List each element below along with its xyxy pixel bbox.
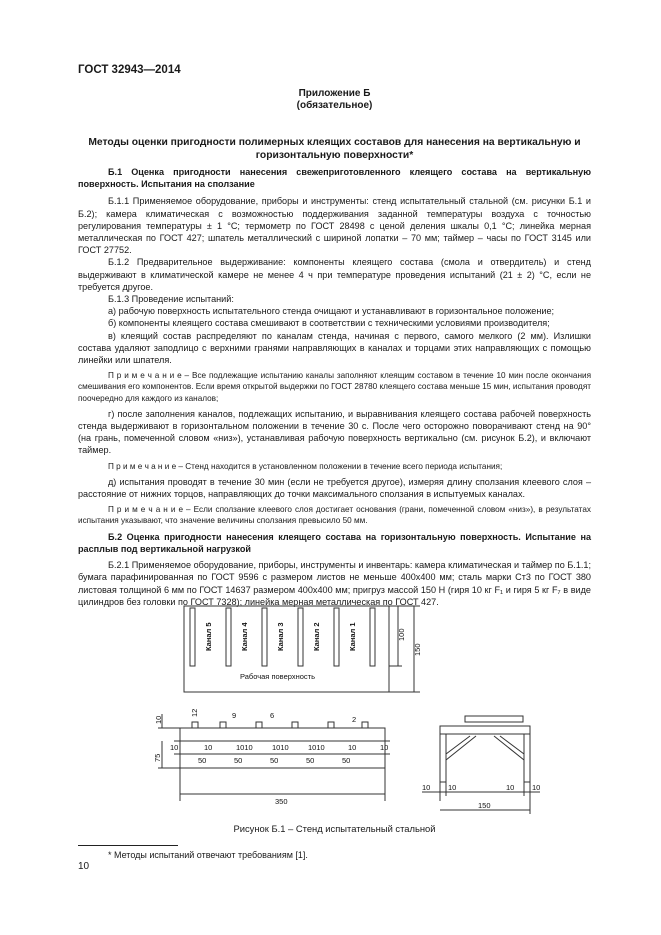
dim-top-2: 2 bbox=[352, 715, 357, 724]
dim-10-left: 10 bbox=[154, 715, 163, 724]
note-label: П р и м е ч а н и е bbox=[108, 461, 177, 471]
dim-1010-a: 1010 bbox=[236, 743, 253, 752]
b1-item-c: в) клеящий состав распределяют по каналам стенда, начиная с первого, самого мелкого (2 мм). Излишки состава удаляют заподлицо с верхними гранями направляющих в каналах и торцами этих направляющих с помощью линейки или шпателя. bbox=[78, 330, 591, 366]
b1-item-a: а) рабочую поверхность испытательного стенда очищают и устанавливают в горизонтальное положение; bbox=[108, 306, 555, 317]
dim-100: 100 bbox=[397, 628, 406, 641]
dim-1010-b: 1010 bbox=[272, 743, 289, 752]
dim-10-c: 10 bbox=[348, 743, 357, 752]
dim-350: 350 bbox=[275, 797, 288, 806]
standard-header: ГОСТ 32943—2014 bbox=[78, 64, 181, 76]
b1-item-b: б) компоненты клеящего состава смешивают в соответствии с техническими условиями производителя; bbox=[108, 318, 550, 329]
b1-item-d: д) испытания проводят в течение 30 мин (если не требуется другое), измеряя длину сползания клеевого слоя – расстояние от нижних торцов, направляющих до точки максимального сползания в испытуемых каналах. bbox=[78, 476, 591, 500]
side-dim-10-a: 10 bbox=[422, 783, 431, 792]
dim-50-c: 50 bbox=[270, 756, 279, 765]
channel-label-4: Канал 4 bbox=[240, 622, 249, 651]
dim-150-top: 150 bbox=[413, 643, 422, 656]
dim-top-12: 12 bbox=[190, 708, 199, 717]
dim-50-a: 50 bbox=[198, 756, 207, 765]
stand-side-view bbox=[422, 716, 540, 814]
side-dim-10-b: 10 bbox=[448, 783, 457, 792]
appendix-title: Приложение Б bbox=[298, 88, 371, 99]
note-1 bbox=[78, 370, 591, 404]
note-3 bbox=[78, 504, 591, 526]
note-label: П р и м е ч а н и е bbox=[108, 505, 184, 515]
b1-paragraph-3: Б.1.3 Проведение испытаний: bbox=[108, 294, 234, 305]
section-b1 bbox=[78, 166, 591, 608]
b2-heading: Б.2 Оценка пригодности нанесения клеящего состава на горизонтальную поверхность. Испытание на расплыв под вертикальной нагрузкой bbox=[78, 531, 591, 554]
b1-heading: Б.1 Оценка пригодности нанесения свежеприготовленного клеящего состава на вертикальную поверхность. Испытания на сползание bbox=[78, 167, 591, 190]
channel-label-3: Канал 3 bbox=[276, 622, 285, 651]
side-dim-10-d: 10 bbox=[532, 783, 541, 792]
dim-1010-c: 1010 bbox=[308, 743, 325, 752]
channel-label-5: Канал 5 bbox=[204, 622, 213, 651]
channel-label-1: Канал 1 bbox=[348, 622, 357, 651]
figure-caption: Рисунок Б.1 – Стенд испытательный стальной bbox=[233, 823, 436, 834]
dim-75: 75 bbox=[153, 753, 162, 762]
note-text: – Все подлежащие испытанию каналы заполняют клеящим составом в течение 10 мин после окончания смешивания его компонентов. Если время открытой выдержки по ГОСТ 28780 клеящего состава меньше 15 мин, испытания проводят поочередно для каждого из каналов; bbox=[78, 371, 592, 403]
dim-50-b: 50 bbox=[234, 756, 243, 765]
footnote: * Методы испытаний отвечают требованиям [1]. bbox=[108, 850, 308, 860]
b1-paragraph-1: Б.1.1 Применяемое оборудование, приборы и инструменты: стенд испытательный стальной (см. рисунки Б.1 и Б.2); камера климатическая с возможностью поддерживания заданной температуры воздуха с точностью регулирования температуры ± 1 °С; термометр по ГОСТ 28498 с ценой деления шкалы 0,1 °С; линейка мерная металлическая по ГОСТ 427; шпатель металлический с шириной лопатки – 70 мм; таймер – часы по ГОСТ 3145 или ГОСТ 27752. bbox=[78, 196, 591, 256]
dim-10-a: 10 bbox=[170, 743, 179, 752]
page-number: 10 bbox=[78, 861, 90, 872]
note-2 bbox=[78, 461, 591, 472]
test-stand-figure bbox=[140, 596, 560, 818]
dim-10-b: 10 bbox=[204, 743, 213, 752]
work-surface-label: Рабочая поверхность bbox=[240, 672, 315, 681]
dim-50-d: 50 bbox=[306, 756, 315, 765]
appendix-status: (обязательное) bbox=[296, 100, 373, 111]
dim-top-9: 9 bbox=[232, 711, 237, 720]
b1-item-g: г) после заполнения каналов, подлежащих испытанию, и выравнивания клеящего состава рабочей поверхность стенда выдерживают в горизонтальном положении в течение 30 с. После чего осторожно поворачивают стенд на 90° (на грань, помеченной словом «низ»), устанавливая рабочую поверхность вертикально (см. рисунок Б.2), и включают таймер. bbox=[78, 408, 591, 456]
dim-top-6: 6 bbox=[270, 711, 275, 720]
dim-50-e: 50 bbox=[342, 756, 351, 765]
document-title: Методы оценки пригодности полимерных клеящих составов для нанесения на вертикальную и горизонтальную поверхности* bbox=[88, 137, 581, 161]
side-dim-150: 150 bbox=[478, 801, 491, 810]
b2-paragraph-1: Б.2.1 Применяемое оборудование, приборы, инструменты и инвентарь: камера климатическая и таймер по Б.1.1; бумага парафинированная по ГОСТ 9596 с размером листов не меньше 400х400 мм; сталь марки Ст3 по ГОСТ 380 листовая толщиной 6 мм по ГОСТ 14637 размером 400х400 мм; пригруз массой 150 Н (гиря 10 кг F₁ и гиря 5 кг F₇ в виде цилиндров без головки по ГОСТ 7328); линейка мерная металлическая по ГОСТ 427. bbox=[78, 560, 591, 607]
note-text: – Стенд находится в установленном положении в течение всего периода испытания; bbox=[176, 461, 503, 471]
note-label: П р и м е ч а н и е bbox=[108, 371, 182, 381]
note-text: – Если сползание клеевого слоя достигает основания (грани, помеченной словом «низ»), в результатах испытания указывают, что значение величины сползания превысило 50 мм. bbox=[78, 505, 591, 526]
b1-paragraph-2: Б.1.2 Предварительное выдерживание: компоненты клеящего состава (смола и отвердитель) и стенд выдерживают в климатической камере не менее 4 ч при температуре проведения испытаний (21 ± 2) °С, если не требуется другое. bbox=[78, 257, 591, 292]
dim-10-d: 10 bbox=[380, 743, 389, 752]
channel-label-2: Канал 2 bbox=[312, 622, 321, 651]
side-dim-10-c: 10 bbox=[506, 783, 515, 792]
footnote-divider bbox=[78, 845, 178, 846]
